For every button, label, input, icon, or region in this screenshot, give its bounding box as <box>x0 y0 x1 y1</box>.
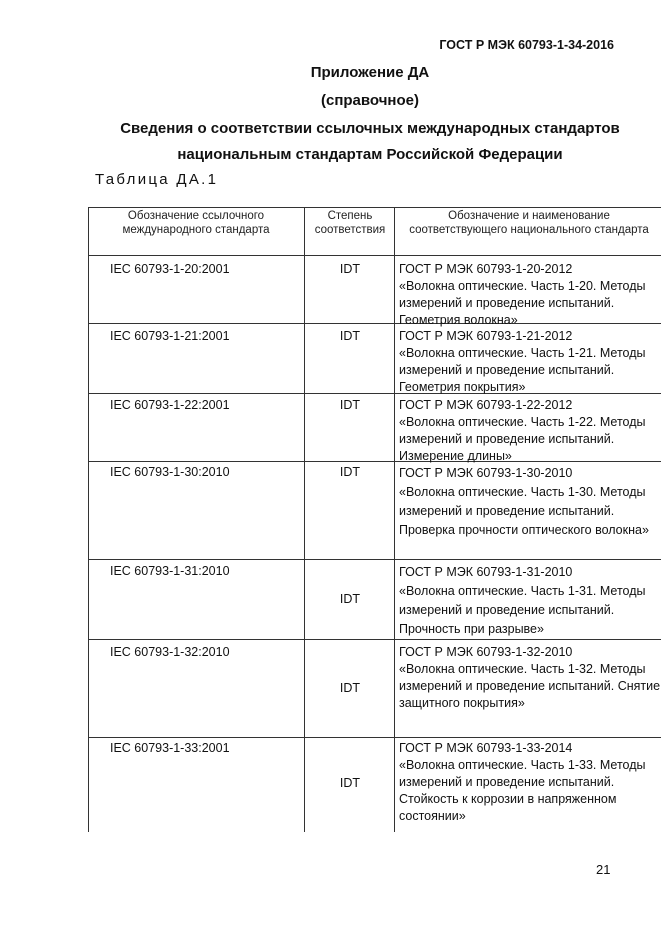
section-heading-line2: национальным стандартам Российской Федерации <box>177 146 563 163</box>
row2-national-code: ГОСТ Р МЭК 60793-1-21-2012 <box>399 329 573 343</box>
row6-national-standard <box>399 644 661 712</box>
row6-degree: IDT <box>339 681 361 695</box>
header-national-standard: Обозначение и наименование соответствующего национального стандарта <box>409 210 649 236</box>
row4-national-title: «Волокна оптические. Часть 1-30. Методы измерений и проведение испытаний. Проверка прочности оптического волокна» <box>399 485 649 537</box>
row5-national-code: ГОСТ Р МЭК 60793-1-31-2010 <box>399 565 573 579</box>
table-left-border <box>88 207 89 832</box>
table-caption: Таблица ДА.1 <box>95 171 219 188</box>
row5-national-standard <box>399 563 661 639</box>
row-separator <box>88 737 661 738</box>
page-number: 21 <box>596 862 611 877</box>
header-bottom-border <box>88 255 661 256</box>
document-code: ГОСТ Р МЭК 60793-1-34-2016 <box>439 38 614 52</box>
row2-degree: IDT <box>339 329 361 343</box>
row4-national-standard <box>399 464 661 540</box>
row7-intl-standard: IEC 60793-1-33:2001 <box>110 741 230 755</box>
row2-intl-standard: IEC 60793-1-21:2001 <box>110 329 230 343</box>
row1-intl-standard: IEC 60793-1-20:2001 <box>110 262 230 276</box>
row1-national-standard <box>399 261 661 329</box>
section-heading-line1: Сведения о соответствии ссылочных международных стандартов <box>120 120 620 137</box>
row4-degree: IDT <box>339 465 361 479</box>
row4-intl-standard: IEC 60793-1-30:2010 <box>110 465 230 479</box>
header-intl-standard: Обозначение ссылочного международного стандарта <box>122 210 270 236</box>
row2-national-standard <box>399 328 661 396</box>
row6-national-code: ГОСТ Р МЭК 60793-1-32-2010 <box>399 645 573 659</box>
row-separator <box>88 559 661 560</box>
row7-national-code: ГОСТ Р МЭК 60793-1-33-2014 <box>399 741 573 755</box>
column-divider-1 <box>304 207 305 832</box>
appendix-title: Приложение ДА <box>310 64 430 81</box>
row3-national-code: ГОСТ Р МЭК 60793-1-22-2012 <box>399 398 573 412</box>
row3-national-standard <box>399 397 661 465</box>
row5-intl-standard: IEC 60793-1-31:2010 <box>110 564 230 578</box>
row6-national-title: «Волокна оптические. Часть 1-32. Методы измерений и проведение испытаний. Снятие защитного покрытия» <box>399 662 661 710</box>
appendix-type: (справочное) <box>321 92 419 109</box>
row6-intl-standard: IEC 60793-1-32:2010 <box>110 645 230 659</box>
row5-national-title: «Волокна оптические. Часть 1-31. Методы измерений и проведение испытаний. Прочность при разрыве» <box>399 584 646 636</box>
row-separator <box>88 639 661 640</box>
row3-national-title: «Волокна оптические. Часть 1-22. Методы измерений и проведение испытаний. Измерение длины» <box>399 415 646 463</box>
row5-degree: IDT <box>339 592 361 606</box>
table-top-border <box>88 207 661 208</box>
header-degree: Степень соответствия <box>314 210 386 236</box>
row3-intl-standard: IEC 60793-1-22:2001 <box>110 398 230 412</box>
row1-degree: IDT <box>339 262 361 276</box>
row3-degree: IDT <box>339 398 361 412</box>
column-divider-2 <box>394 207 395 832</box>
row4-national-code: ГОСТ Р МЭК 60793-1-30-2010 <box>399 466 573 480</box>
row1-national-code: ГОСТ Р МЭК 60793-1-20-2012 <box>399 262 573 276</box>
row2-national-title: «Волокна оптические. Часть 1-21. Методы измерений и проведение испытаний. Геометрия покрытия» <box>399 346 646 394</box>
row1-national-title: «Волокна оптические. Часть 1-20. Методы измерений и проведение испытаний. Геометрия волокна» <box>399 279 646 327</box>
row7-national-title: «Волокна оптические. Часть 1-33. Методы измерений и проведение испытаний. Стойкость к коррозии в напряженном состоянии» <box>399 758 646 823</box>
row7-national-standard <box>399 740 661 825</box>
row7-degree: IDT <box>339 776 361 790</box>
